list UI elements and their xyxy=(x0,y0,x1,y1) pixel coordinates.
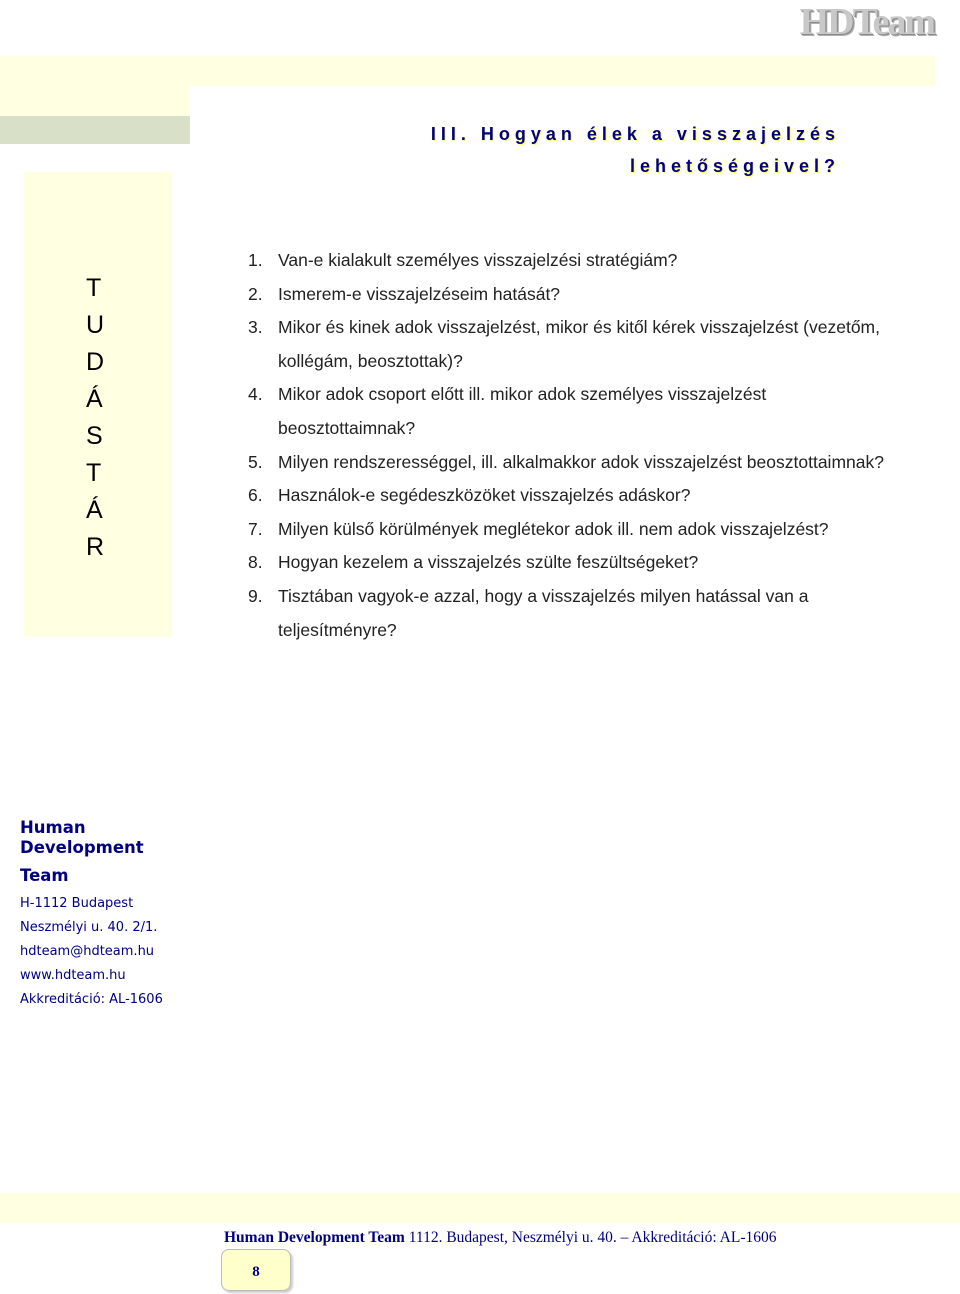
top-band xyxy=(0,56,935,86)
list-text: Mikor adok csoport előtt ill. mikor adok személyes visszajelzést beosztottaimnak? xyxy=(278,384,767,438)
sidebar-letter: T xyxy=(86,274,102,302)
list-text: Milyen rendszerességgel, ill. alkalmakkor adok visszajelzést beosztottaimnak? xyxy=(278,451,884,472)
list-number: 9. xyxy=(248,585,263,606)
address-city: H-1112 Budapest xyxy=(20,896,134,911)
list-number: 3. xyxy=(248,317,263,338)
org-name-line1: Human xyxy=(20,818,86,837)
question-list xyxy=(248,244,888,647)
org-name-line2: Development xyxy=(20,838,144,857)
green-band xyxy=(0,116,190,144)
address-block xyxy=(20,818,240,1012)
list-item xyxy=(248,311,888,378)
list-number: 1. xyxy=(248,250,263,270)
list-text: Használok-e segédeszközöket visszajelzés adáskor? xyxy=(278,485,691,506)
list-item xyxy=(248,244,888,278)
sidebar-letter: Á xyxy=(86,496,103,524)
list-item xyxy=(248,546,888,580)
list-number: 6. xyxy=(248,485,263,506)
website-link[interactable]: www.hdteam.hu xyxy=(20,968,126,983)
sidebar-vertical-word xyxy=(24,270,172,566)
sidebar-letter: Á xyxy=(86,385,103,413)
list-text: Milyen külső körülmények meglétekor adok ill. nem adok visszajelzést? xyxy=(278,518,829,539)
sidebar-letter: U xyxy=(86,311,105,339)
left-band xyxy=(0,86,190,116)
section-title-line2: lehetőségeivel? xyxy=(629,156,840,176)
sidebar-letter: T xyxy=(86,459,102,487)
list-number: 7. xyxy=(248,518,263,539)
list-item xyxy=(248,513,888,547)
email-link[interactable]: hdteam@hdteam.hu xyxy=(20,944,155,959)
footer-address: 1112. Budapest, Neszmélyi u. 40. – Akkreditáció: AL-1606 xyxy=(404,1229,777,1246)
section-title-line1: III. Hogyan élek a visszajelzés xyxy=(430,124,840,144)
list-item xyxy=(248,278,888,312)
section-title xyxy=(200,118,840,182)
sidebar-letter: D xyxy=(86,348,105,376)
hdteam-logo: HDTeam xyxy=(799,1,934,43)
list-item xyxy=(248,378,888,445)
list-text: Ismerem-e visszajelzéseim hatását? xyxy=(278,283,561,304)
sidebar-panel xyxy=(24,172,172,637)
list-number: 4. xyxy=(248,384,263,405)
address-street: Neszmélyi u. 40. 2/1. xyxy=(20,920,158,935)
list-text: Hogyan kezelem a visszajelzés szülte feszültségeket? xyxy=(278,552,699,573)
sidebar-letter: R xyxy=(86,533,105,561)
list-item xyxy=(248,479,888,513)
accreditation: Akkreditáció: AL-1606 xyxy=(20,992,163,1007)
footer-text xyxy=(224,1229,777,1247)
footer-band xyxy=(0,1193,960,1223)
list-text: Tisztában vagyok-e azzal, hogy a visszajelzés milyen hatással van a teljesítményre? xyxy=(278,585,809,640)
org-name-line3: Team xyxy=(20,866,69,885)
footer-org: Human Development Team xyxy=(224,1229,405,1246)
list-text: Mikor és kinek adok visszajelzést, mikor és kitől kérek visszajelzést (vezetőm, kollégám, beosztottak)? xyxy=(278,317,880,371)
list-number: 5. xyxy=(248,451,263,472)
list-text: Van-e kialakult személyes visszajelzési stratégiám? xyxy=(278,250,678,270)
list-item xyxy=(248,446,888,480)
sidebar-letter: S xyxy=(86,422,103,450)
page-number: 8 xyxy=(221,1249,291,1291)
list-number: 8. xyxy=(248,552,263,573)
list-number: 2. xyxy=(248,283,263,304)
list-item xyxy=(248,580,888,647)
